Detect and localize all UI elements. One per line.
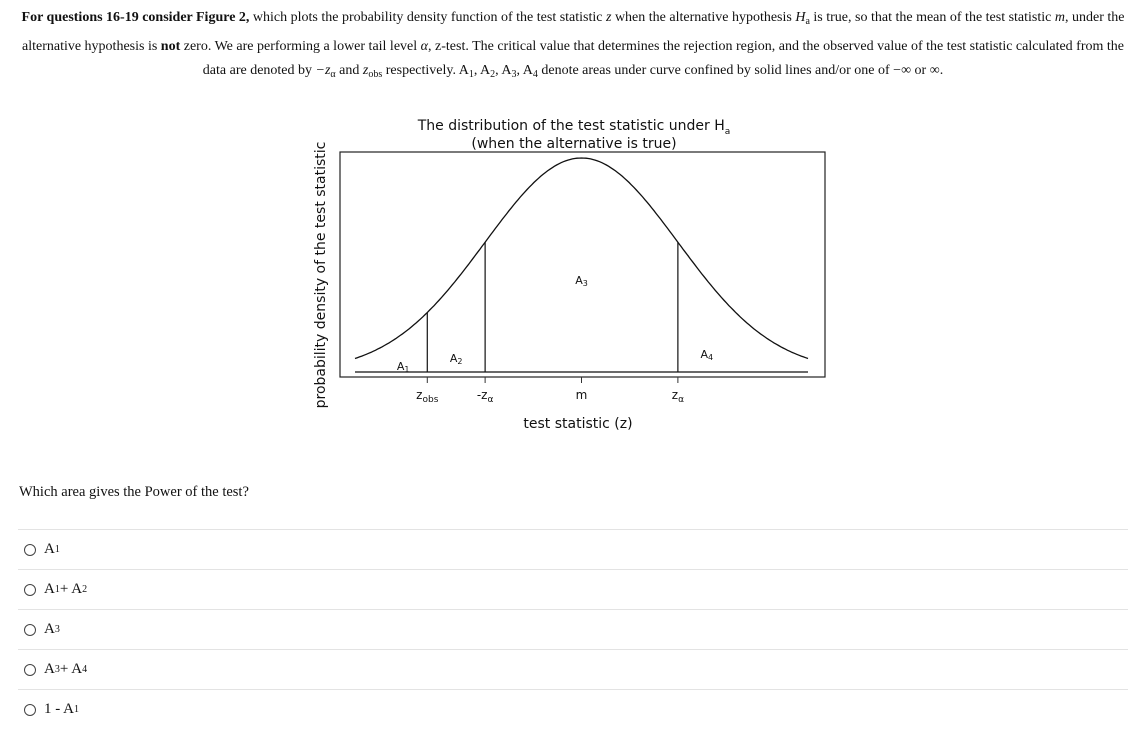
radio-button[interactable] <box>24 544 36 556</box>
tick-label-1: $-z_\alpha$ <box>476 388 494 405</box>
radio-button[interactable] <box>24 704 36 716</box>
radio-button[interactable] <box>24 664 36 676</box>
answer-options <box>18 529 1128 729</box>
tick-label-2: m <box>575 388 588 402</box>
option-a3[interactable]: A 3 <box>18 609 1128 649</box>
option-a1[interactable]: A 1 <box>18 529 1128 569</box>
radio-button[interactable] <box>24 624 36 636</box>
area-label-a2: A2 <box>449 352 463 366</box>
plot-frame <box>340 152 825 377</box>
tick-label-3: $z_\alpha$ <box>671 388 685 405</box>
option-one-minus-a1[interactable]: 1 - A 1 <box>18 689 1128 729</box>
intro-bold: For questions 16-19 consider Figure 2, <box>21 10 250 25</box>
area-label-a1: A1 <box>396 360 410 374</box>
tick-label-0: $z_{obs}$ <box>416 388 439 405</box>
area-label-a3: A3 <box>575 274 588 288</box>
density-curve <box>355 158 808 359</box>
x-axis-label: test statistic (z) <box>523 416 633 432</box>
question-intro: For questions 16-19 consider Figure 2, which plots the probability density function of the test statistic z when the alternative hypothesis $H_a$ is true, so that the mean of the test statistic m, under the alternative hypothesis is not zero. We are performing a lower tail level α, z-test. The critical value that determines the rejection region, and the observed value of the test statistic calculated from the data are denoted by $-z_\alpha$ and $z_{obs}$ respectively. $A_1$, $A_2$, $A_3$, $A_4$ denote areas under curve confined by solid lines and/or one of −∞ or ∞. <box>21 10 1125 80</box>
area-label-a4: A4 <box>700 348 714 362</box>
y-axis-label: probability density of the test statistic <box>313 141 329 409</box>
question-text: Which area gives the Power of the test? <box>19 484 249 500</box>
option-a1-plus-a2[interactable]: A 1 + A 2 <box>18 569 1128 609</box>
option-a3-plus-a4[interactable]: A 3 + A 4 <box>18 649 1128 689</box>
chart-title: The distribution of the test statistic under $H_a$ <box>417 118 731 137</box>
chart-subtitle: (when the alternative is true) <box>471 136 677 152</box>
radio-button[interactable] <box>24 584 36 596</box>
